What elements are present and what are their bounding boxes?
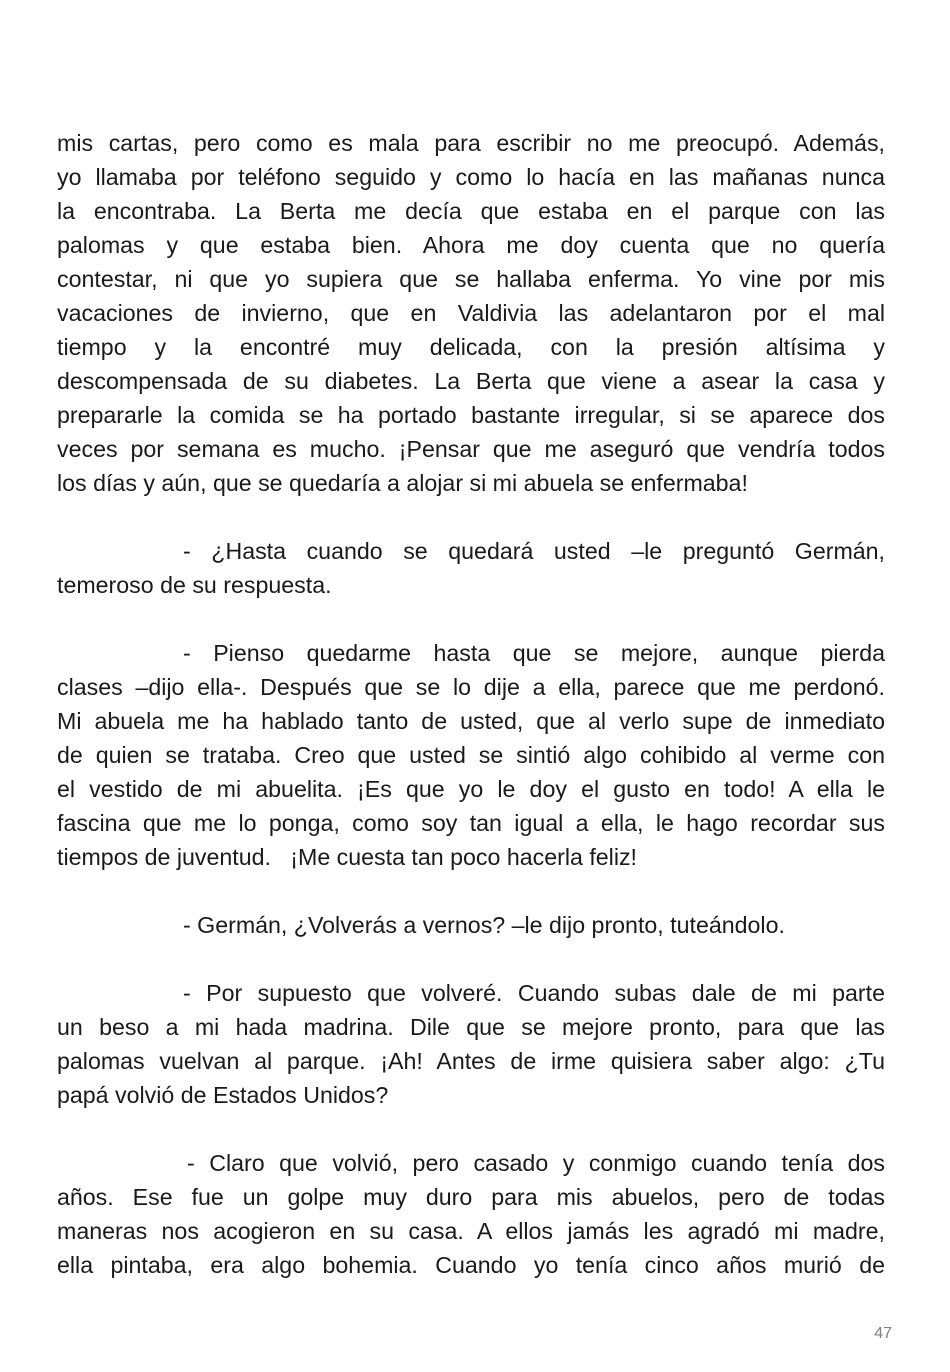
text-line: palomas vuelvan al parque. ¡Ah! Antes de irme quisiera saber algo: ¿Tu xyxy=(57,1048,885,1074)
text-line: descompensada de su diabetes. La Berta que viene a asear la casa y xyxy=(57,368,885,394)
dialogue-paragraph xyxy=(57,908,885,942)
text-line: - Pienso quedarme hasta que se mejore, aunque pierda xyxy=(183,640,885,666)
text-line: ella pintaba, era algo bohemia. Cuando yo tenía cinco años murió de xyxy=(57,1252,885,1278)
dialogue-paragraph xyxy=(57,636,885,874)
text-line: el vestido de mi abuelita. ¡Es que yo le doy el gusto en todo! A ella le xyxy=(57,776,885,802)
text-line: tiempo y la encontré muy delicada, con la presión altísima y xyxy=(57,334,885,360)
text-line: clases –dijo ella-. Después que se lo dije a ella, parece que me perdonó. xyxy=(57,674,885,700)
paragraph xyxy=(57,126,885,500)
text-line: años. Ese fue un golpe muy duro para mis abuelos, pero de todas xyxy=(57,1184,885,1210)
text-line: papá volvió de Estados Unidos? xyxy=(57,1082,389,1108)
text-line: contestar, ni que yo supiera que se hallaba enferma. Yo vine por mis xyxy=(57,266,885,292)
paragraph-gap xyxy=(57,500,885,534)
page-body-text xyxy=(57,126,885,1282)
text-line: vacaciones de invierno, que en Valdivia las adelantaron por el mal xyxy=(57,300,885,326)
text-line: palomas y que estaba bien. Ahora me doy cuenta que no quería xyxy=(57,232,885,258)
text-line: - Por supuesto que volveré. Cuando subas dale de mi parte xyxy=(183,980,885,1006)
text-line: - Claro que volvió, pero casado y conmigo cuando tenía dos xyxy=(187,1150,885,1176)
dialogue-paragraph xyxy=(57,1146,885,1282)
text-line: mis cartas, pero como es mala para escribir no me preocupó. Además, xyxy=(57,130,885,156)
paragraph-gap xyxy=(57,1112,885,1146)
paragraph-gap xyxy=(57,874,885,908)
page-number: 47 xyxy=(874,1325,892,1342)
text-line: temeroso de su respuesta. xyxy=(57,572,332,598)
text-line: la encontraba. La Berta me decía que estaba en el parque con las xyxy=(57,198,885,224)
text-line: tiempos de juventud. ¡Me cuesta tan poco hacerla feliz! xyxy=(57,844,638,870)
text-line: yo llamaba por teléfono seguido y como lo hacía en las mañanas nunca xyxy=(57,164,885,190)
paragraph-gap xyxy=(57,602,885,636)
paragraph-gap xyxy=(57,942,885,976)
text-line: maneras nos acogieron en su casa. A ellos jamás les agradó mi madre, xyxy=(57,1218,885,1244)
text-line: un beso a mi hada madrina. Dile que se mejore pronto, para que las xyxy=(57,1014,885,1040)
text-line: prepararle la comida se ha portado bastante irregular, si se aparece dos xyxy=(57,402,885,428)
text-line: - ¿Hasta cuando se quedará usted –le preguntó Germán, xyxy=(183,538,885,564)
text-line: veces por semana es mucho. ¡Pensar que me aseguró que vendría todos xyxy=(57,436,885,462)
dialogue-paragraph xyxy=(57,534,885,602)
text-line: fascina que me lo ponga, como soy tan igual a ella, le hago recordar sus xyxy=(57,810,885,836)
text-line: - Germán, ¿Volverás a vernos? –le dijo pronto, tuteándolo. xyxy=(183,912,785,938)
text-line: los días y aún, que se quedaría a alojar si mi abuela se enfermaba! xyxy=(57,470,748,496)
dialogue-paragraph xyxy=(57,976,885,1112)
text-line: de quien se trataba. Creo que usted se sintió algo cohibido al verme con xyxy=(57,742,885,768)
text-line: Mi abuela me ha hablado tanto de usted, que al verlo supe de inmediato xyxy=(57,708,885,734)
